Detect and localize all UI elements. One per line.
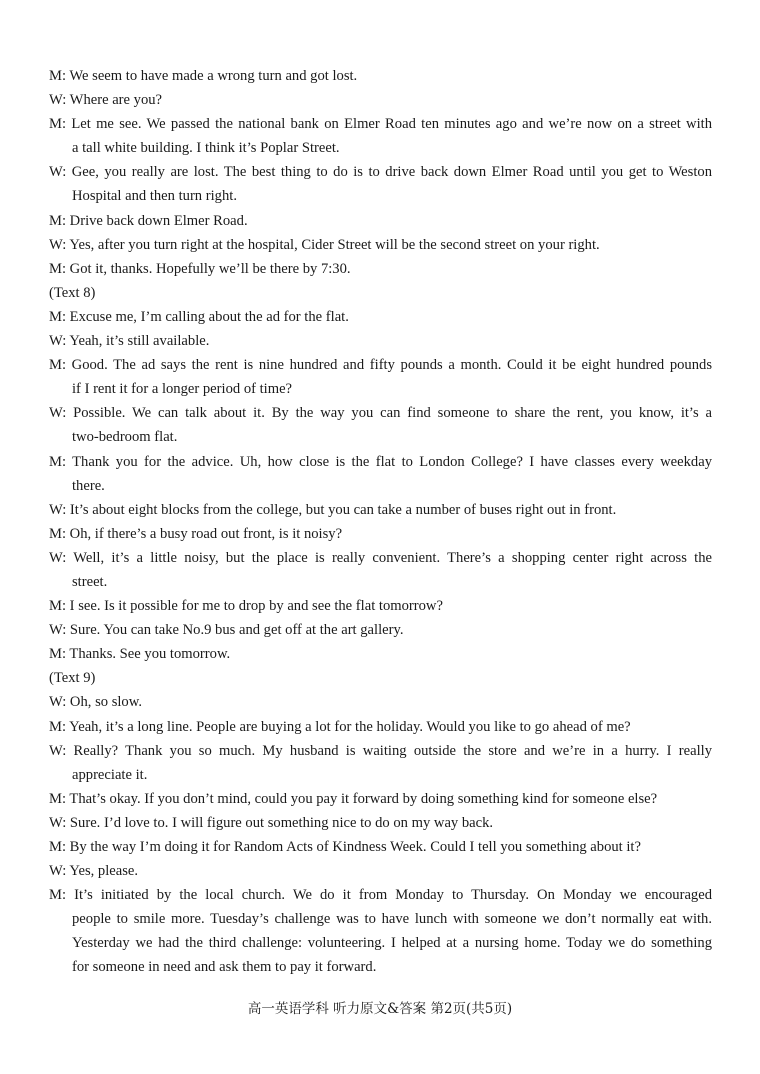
transcript-line-continuation: people to smile more. Tuesday’s challenge was to have lunch with someone we don’t normally eat with. xyxy=(72,911,712,928)
transcript-line-continuation: Hospital and then turn right. xyxy=(72,188,237,205)
transcript-line: M: Good. The ad says the rent is nine hundred and fifty pounds a month. Could it be eight hundred pounds xyxy=(49,357,712,374)
transcript-body xyxy=(49,64,712,980)
transcript-line: W: Sure. You can take No.9 bus and get off at the art gallery. xyxy=(49,622,404,639)
transcript-line: M: By the way I’m doing it for Random Acts of Kindness Week. Could I tell you something about it? xyxy=(49,839,641,855)
transcript-line: W: Where are you? xyxy=(49,92,163,109)
transcript-line: M: Got it, thanks. Hopefully we’ll be there by 7:30. xyxy=(49,260,351,277)
transcript-line: M: Let me see. We passed the national bank on Elmer Road ten minutes ago and we’re now on a street with xyxy=(49,116,712,133)
transcript-line-continuation: appreciate it. xyxy=(72,766,148,783)
transcript-line: M: Excuse me, I’m calling about the ad for the flat. xyxy=(49,308,349,325)
transcript-line-continuation: for someone in need and ask them to pay it forward. xyxy=(72,959,377,976)
transcript-line: M: I see. Is it possible for me to drop by and see the flat tomorrow? xyxy=(49,598,443,615)
transcript-line: M: Yeah, it’s a long line. People are buying a lot for the holiday. Would you like to go ahead of me? xyxy=(49,718,631,735)
page-footer: 高一英语学科 听力原文&答案 第2页(共5页) xyxy=(247,1001,513,1017)
transcript-line: W: Really? Thank you so much. My husband is waiting outside the store and we’re in a hurry. I really xyxy=(49,742,712,759)
transcript-line: W: Well, it’s a little noisy, but the place is really convenient. There’s a shopping center right across the xyxy=(49,549,712,566)
transcript-line: W: Oh, so slow. xyxy=(49,694,142,711)
transcript-line: (Text 9) xyxy=(49,670,96,687)
transcript-line-continuation: there. xyxy=(72,477,105,494)
transcript-line: M: Thank you for the advice. Uh, how close is the flat to London College? I have classes every weekday xyxy=(49,453,712,470)
transcript-line: W: Yes, after you turn right at the hospital, Cider Street will be the second street on your right. xyxy=(49,236,600,253)
transcript-line: M: That’s okay. If you don’t mind, could you pay it forward by doing something kind for someone else? xyxy=(49,790,658,807)
transcript-line-continuation: a tall white building. I think it’s Poplar Street. xyxy=(72,140,340,157)
transcript-line: M: It’s initiated by the local church. We do it from Monday to Thursday. On Monday we encouraged xyxy=(49,887,712,904)
transcript-line: W: Sure. I’d love to. I will figure out something nice to do on my way back. xyxy=(49,814,494,831)
transcript-line: W: Yes, please. xyxy=(49,863,139,880)
transcript-line: (Text 8) xyxy=(49,284,96,301)
transcript-line-continuation: street. xyxy=(72,573,108,590)
transcript-line-continuation: Yesterday we had the third challenge: volunteering. I helped at a nursing home. Today we do something xyxy=(72,935,712,952)
transcript-line-continuation: two-bedroom flat. xyxy=(72,429,178,446)
transcript-line: W: Possible. We can talk about it. By the way you can find someone to share the rent, you know, it’s a xyxy=(49,405,712,422)
transcript-line-continuation: if I rent it for a longer period of time? xyxy=(72,381,293,398)
transcript-line: W: It’s about eight blocks from the college, but you can take a number of buses right out in front. xyxy=(49,501,617,518)
transcript-line: W: Gee, you really are lost. The best thing to do is to drive back down Elmer Road until you get to Weston xyxy=(49,164,712,181)
transcript-line: M: Oh, if there’s a busy road out front, is it noisy? xyxy=(49,525,343,542)
transcript-line: M: We seem to have made a wrong turn and got lost. xyxy=(49,68,358,84)
transcript-line: W: Yeah, it’s still available. xyxy=(49,333,210,350)
transcript-line: M: Drive back down Elmer Road. xyxy=(49,212,248,229)
transcript-line: M: Thanks. See you tomorrow. xyxy=(49,646,231,663)
